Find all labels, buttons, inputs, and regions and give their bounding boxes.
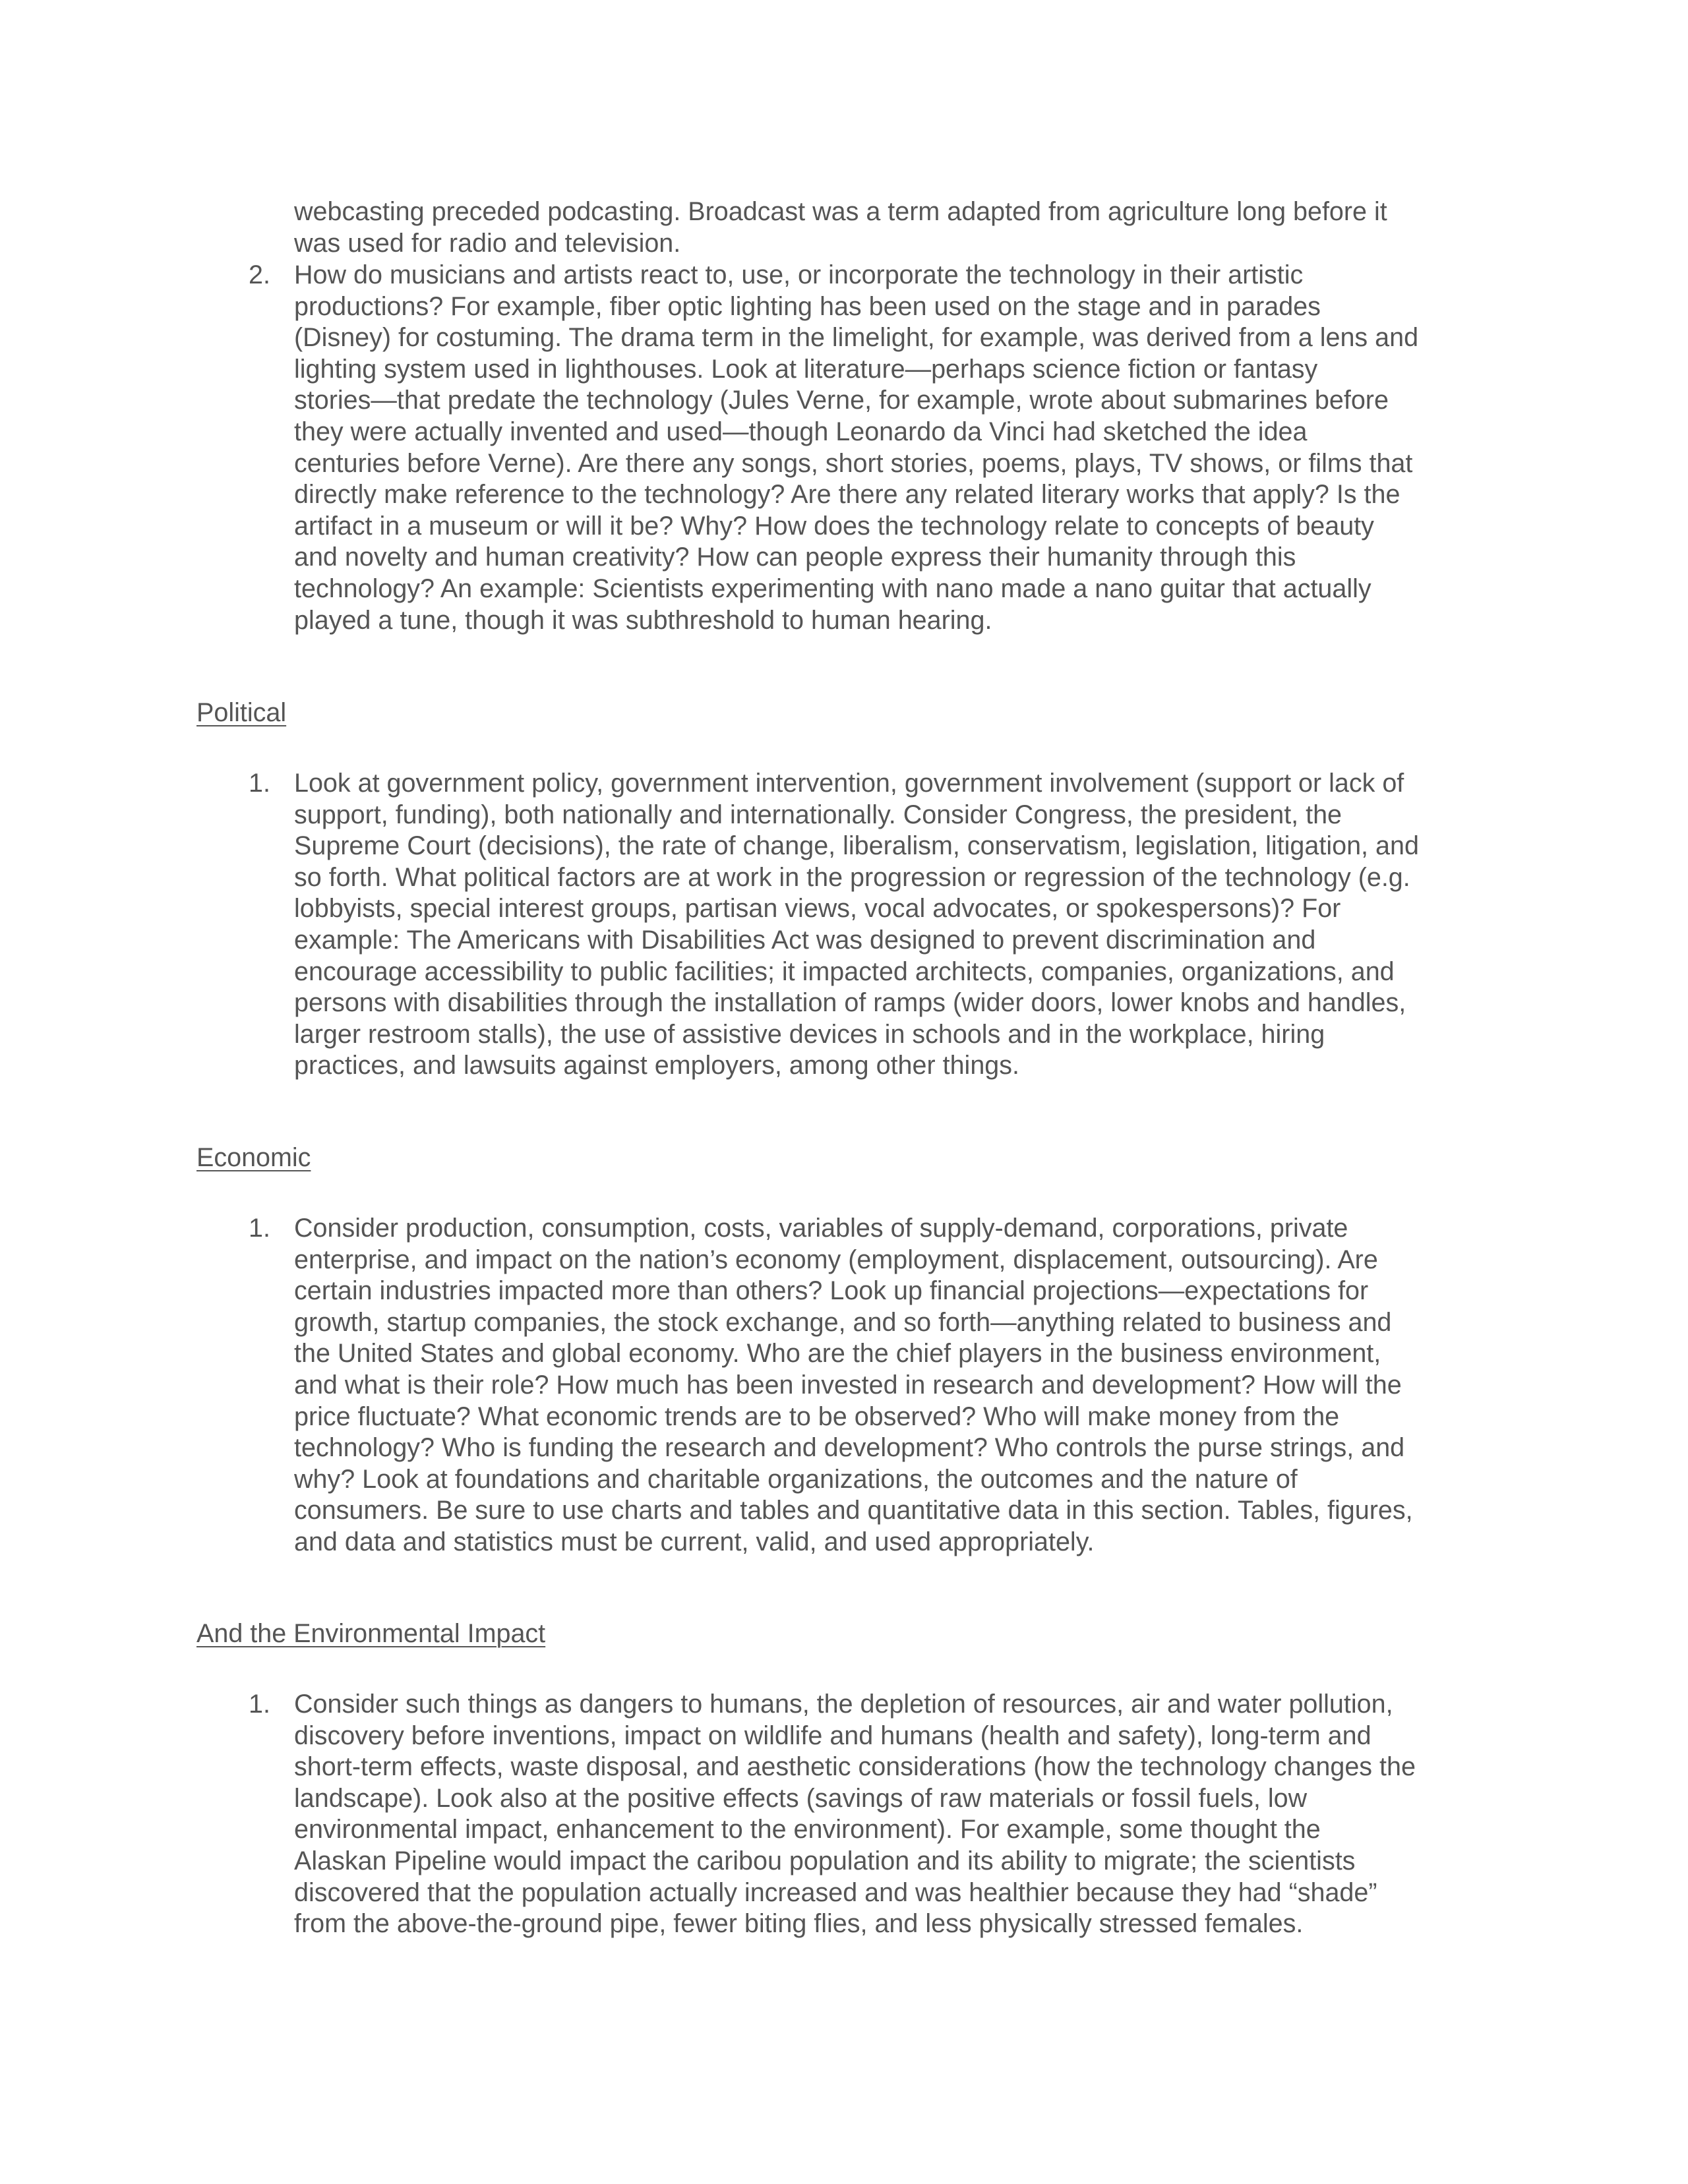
text-line: larger restroom stalls), the use of assistive devices in schools and in the workplace, hiring <box>294 1019 1325 1049</box>
text-line: artifact in a museum or will it be? Why? How does the technology relate to concepts of beauty <box>294 511 1374 541</box>
artistic-paragraph <box>294 260 1481 636</box>
political-paragraph <box>294 768 1481 1082</box>
list-number: 1. <box>249 1214 270 1243</box>
list-number: 1. <box>249 769 270 798</box>
text-line: encourage accessibility to public facilities; it impacted architects, companies, organizations, and <box>294 957 1395 986</box>
text-line: the United States and global economy. Who are the chief players in the business environment, <box>294 1339 1381 1369</box>
text-line: and novelty and human creativity? How can people express their humanity through this <box>294 543 1296 572</box>
text-line: landscape). Look also at the positive effects (savings of raw materials or fossil fuels, low <box>294 1783 1308 1813</box>
text-line: lighting system used in lighthouses. Look at literature—perhaps science fiction or fantasy <box>294 354 1318 384</box>
section-heading-economic: Economic <box>196 1143 311 1172</box>
text-line: Consider production, consumption, costs, variables of supply-demand, corporations, private <box>294 1214 1348 1243</box>
text-line: How do musicians and artists react to, use, or incorporate the technology in their artistic <box>294 260 1304 289</box>
text-line: and what is their role? How much has been invested in research and development? How will the <box>294 1370 1402 1400</box>
text-line: lobbyists, special interest groups, partisan views, vocal advocates, or spokespersons)? For <box>294 894 1341 924</box>
continuation-paragraph <box>294 196 1481 259</box>
text-line: and data and statistics must be current, valid, and used appropriately. <box>294 1527 1095 1556</box>
text-line: Look at government policy, government intervention, government involvement (support or lack of <box>294 769 1404 798</box>
economic-paragraph <box>294 1213 1481 1558</box>
text-line: (Disney) for costuming. The drama term in the limelight, for example, was derived from a lens and <box>294 323 1419 353</box>
text-line: discovery before inventions, impact on wildlife and humans (health and safety), long-term and <box>294 1721 1372 1750</box>
section-heading-political: Political <box>196 698 287 727</box>
text-line: webcasting preceded podcasting. Broadcast was a term adapted from agriculture long before it <box>294 197 1387 226</box>
text-line: why? Look at foundations and charitable organizations, the outcomes and the nature of <box>294 1464 1298 1494</box>
text-line: persons with disabilities through the installation of ramps (wider doors, lower knobs and handles, <box>294 988 1406 1018</box>
text-line: from the above-the-ground pipe, fewer biting flies, and less physically stressed females. <box>294 1909 1304 1939</box>
text-line: Supreme Court (decisions), the rate of change, liberalism, conservatism, legislation, litigation, and <box>294 831 1419 861</box>
list-number: 2. <box>249 260 270 289</box>
text-line: environmental impact, enhancement to the environment). For example, some thought the <box>294 1815 1321 1845</box>
text-line: enterprise, and impact on the nation’s economy (employment, displacement, outsourcing). Are <box>294 1245 1378 1274</box>
text-line: directly make reference to the technology? Are there any related literary works that apply? Is the <box>294 480 1401 510</box>
text-line: centuries before Verne). Are there any songs, short stories, poems, plays, TV shows, or films that <box>294 448 1413 478</box>
text-line: growth, startup companies, the stock exchange, and so forth—anything related to business and <box>294 1307 1392 1337</box>
environmental-paragraph <box>294 1689 1481 1940</box>
text-line: discovered that the population actually increased and was healthier because they had “shade” <box>294 1877 1377 1907</box>
text-line: they were actually invented and used—though Leonardo da Vinci had sketched the idea <box>294 417 1308 446</box>
text-line: example: The Americans with Disabilities Act was designed to prevent discrimination and <box>294 925 1316 955</box>
text-line: Alaskan Pipeline would impact the caribou population and its ability to migrate; the scientists <box>294 1846 1356 1875</box>
text-line: Consider such things as dangers to humans, the depletion of resources, air and water pollution, <box>294 1690 1393 1719</box>
text-line: short-term effects, waste disposal, and aesthetic considerations (how the technology changes the <box>294 1752 1416 1782</box>
text-line: practices, and lawsuits against employers, among other things. <box>294 1051 1019 1080</box>
text-line: stories—that predate the technology (Jules Verne, for example, wrote about submarines before <box>294 386 1389 415</box>
text-line: certain industries impacted more than others? Look up financial projections—expectations for <box>294 1276 1369 1306</box>
section-heading-environmental: And the Environmental Impact <box>196 1619 546 1648</box>
text-line: technology? Who is funding the research and development? Who controls the purse strings, and <box>294 1433 1405 1463</box>
list-number: 1. <box>249 1690 270 1719</box>
text-line: support, funding), both nationally and internationally. Consider Congress, the president, the <box>294 800 1342 829</box>
text-line: was used for radio and television. <box>294 228 681 258</box>
text-line: price fluctuate? What economic trends are to be observed? Who will make money from the <box>294 1402 1340 1431</box>
text-line: consumers. Be sure to use charts and tables and quantitative data in this section. Tables, figures, <box>294 1496 1413 1525</box>
text-line: so forth. What political factors are at work in the progression or regression of the technology (e.g. <box>294 862 1410 892</box>
text-line: productions? For example, fiber optic lighting has been used on the stage and in parades <box>294 291 1321 321</box>
text-line: technology? An example: Scientists experimenting with nano made a nano guitar that actually <box>294 574 1372 603</box>
text-line: played a tune, though it was subthreshold to human hearing. <box>294 605 992 635</box>
